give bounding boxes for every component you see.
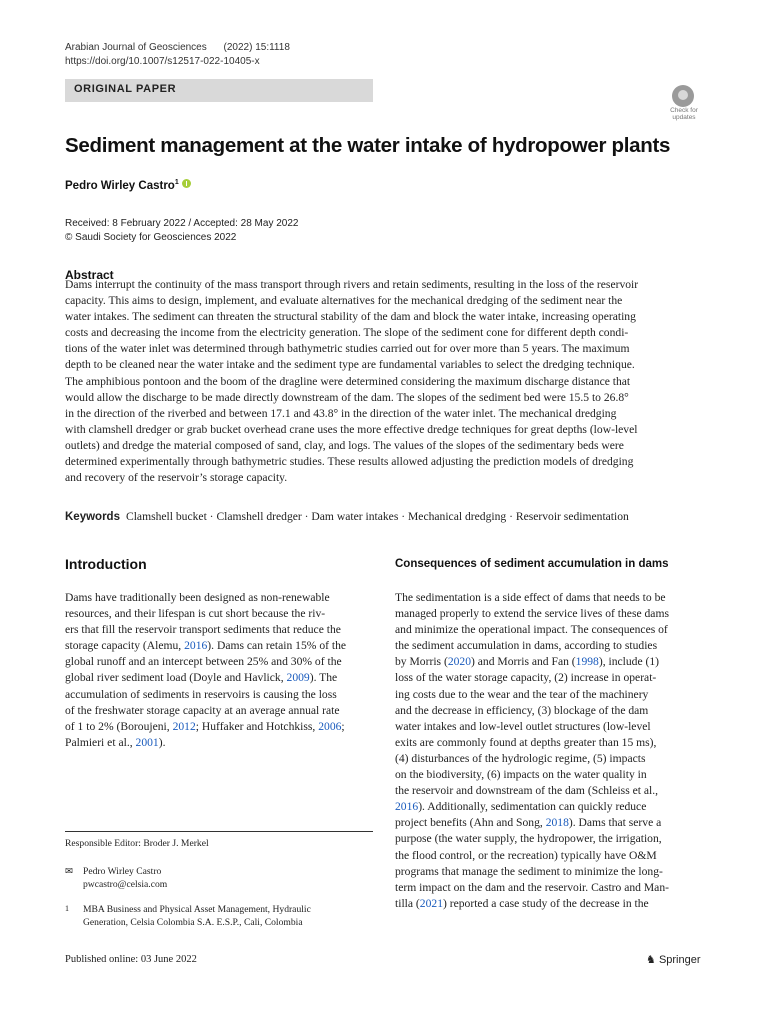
body-line: The sedimentation is a side effect of dams that needs to be (395, 591, 666, 604)
abstract-line: capacity. This aims to design, implement, and evaluate alternatives for the mechanical dredging of the sediment near the (65, 294, 623, 308)
check-updates-label: Check for updates (670, 107, 698, 121)
affiliation-number: 1 (65, 904, 69, 913)
abstract-line: outlets) and dredge the material composed of sand, clay, and logs. The values of the slopes of the sedimentary beds were (65, 438, 624, 452)
intro-line: of the freshwater storage capacity at an average annual rate (65, 703, 340, 717)
keywords-label: Keywords (65, 511, 120, 523)
copyright: © Saudi Society for Geosciences 2022 (65, 232, 237, 243)
check-for-updates-badge[interactable] (666, 85, 702, 123)
abstract-line: tions of the water inlet was determined through bathymetric studies carried out for over more than 5 years. The maximum (65, 342, 630, 356)
intro-line: accumulation of sediments in reservoirs is causing the loss (65, 687, 337, 701)
affiliation-line: MBA Business and Physical Asset Management, Hydraulic (83, 904, 311, 915)
body-line: exits are commonly found at depths greater than 15 ms), (395, 735, 657, 749)
body-line: managed properly to extend the service lives of these dams (395, 607, 669, 621)
contact-email[interactable]: pwcastro@celsia.com (83, 879, 168, 890)
introduction-body (65, 590, 373, 751)
citation-link[interactable]: 2012 (172, 719, 196, 733)
citation-link[interactable]: 2016 (184, 639, 208, 653)
abstract-heading: Abstract (65, 268, 114, 282)
consequences-heading: Consequences of sediment accumulation in dams (395, 558, 669, 570)
publisher-logo (646, 953, 701, 966)
article-type: ORIGINAL PAPER (74, 83, 177, 95)
abstract-line: water intakes. The sediment can threaten the structural stability of the dam and block the water intake, increasing operating (65, 310, 636, 324)
keywords-text: Clamshell bucket · Clamshell dredger · Dam water intakes · Mechanical dredging · Reservoir sedimentation (125, 510, 629, 523)
body-line: by Morris (2020) and Morris and Fan (1998), include (1) (395, 655, 660, 669)
article-type-band (65, 79, 373, 102)
journal-name: Arabian Journal of Geosciences (65, 42, 207, 53)
body-line: the reservoir and downstream of the dam (Schleiss et al., (395, 784, 659, 798)
mail-icon: ✉ (65, 866, 74, 877)
body-line: project benefits (Ahn and Song, 2018). Dams that serve a (395, 816, 662, 830)
keywords (65, 510, 705, 523)
body-line: loss of the water storage capacity, (2) increase in operat- (395, 671, 657, 685)
publisher-name: Springer (658, 954, 701, 966)
journal-header (65, 42, 290, 53)
journal-volume: (2022) 15:1118 (223, 42, 290, 53)
body-line: (4) disturbances of the hydrologic regime, (5) impacts (395, 751, 646, 765)
body-line: purpose (the water supply, the hydropower, the irrigation, (395, 832, 662, 846)
author-affil-marker: 1 (174, 179, 179, 187)
responsible-editor: Responsible Editor: Broder J. Merkel (65, 838, 209, 849)
body-line: and the decrease in efficiency, (3) blockage of the dam (395, 703, 649, 717)
abstract-line: in the direction of the riverbed and between 17.1 and 43.8° in the direction of the water inlet. The mechanical dredging (65, 406, 617, 420)
body-line: tilla (2021) reported a case study of the decrease in the (395, 896, 649, 910)
abstract-line: would allow the discharge to be made directly downstream of the dam. The slopes of the sediment bed were 15.5 to 26.8° (65, 390, 629, 404)
abstract-line: The amphibious pontoon and the boom of the dragline were determined considering the maximum discharge distance that (65, 374, 631, 388)
citation-link[interactable]: 2021 (419, 896, 443, 910)
intro-line: ers that fill the reservoir transport sediments that reduce the (65, 623, 341, 637)
citation-link[interactable]: 2018 (545, 816, 569, 830)
body-line: 2016). Additionally, sedimentation can quickly reduce (395, 800, 647, 814)
citation-link[interactable]: 2006 (318, 719, 342, 733)
body-line: on the biodiversity, (6) impacts on the water quality in (395, 768, 647, 782)
springer-horse-icon: ♞ (646, 954, 656, 966)
body-line: programs that manage the sediment to minimize the long- (395, 864, 663, 878)
body-line: and minimize the operational impact. The consequences of (395, 623, 668, 637)
abstract-line: Dams interrupt the continuity of the mass transport through rivers and retain sediments, resulting in the loss of the reservoir (65, 278, 639, 291)
author-name[interactable]: Pedro Wirley Castro (65, 180, 175, 192)
orcid-icon[interactable] (182, 179, 191, 188)
abstract-line: determined experimentally through bathymetric studies. These results allowed adjusting the prediction models of dredging (65, 455, 634, 469)
consequences-body (395, 590, 703, 912)
contact-name: Pedro Wirley Castro (83, 866, 162, 877)
citation-link[interactable]: 2001 (135, 735, 159, 749)
citation-link[interactable]: 2020 (447, 655, 471, 669)
body-line: the flood control, or the recreation) typically have O&M (395, 848, 657, 862)
paper-title: Sediment management at the water intake of hydropower plants (65, 134, 671, 157)
abstract-line: with clamshell dredger or grab bucket overhead crane uses the more effective dredge techniques for great depths (low-level (65, 422, 638, 436)
abstract-line: depth to be cleaned near the water intake and the sediment type are fundamental variables to select the dredging technique. (65, 358, 635, 372)
doi-link[interactable]: https://doi.org/10.1007/s12517-022-10405-x (65, 56, 260, 67)
intro-line: Dams have traditionally been designed as non-renewable (65, 591, 330, 604)
introduction-heading: Introduction (65, 556, 147, 572)
intro-line: resources, and their lifespan is cut short because the riv- (65, 607, 326, 621)
received-dates: Received: 8 February 2022 / Accepted: 28 May 2022 (65, 218, 299, 229)
intro-line: global river sediment load (Doyle and Havlick, 2009). The (65, 671, 338, 685)
body-line: water intakes and low-level outlet structures (low-level (395, 719, 651, 733)
citation-link[interactable]: 2016 (395, 800, 419, 814)
intro-line: of 1 to 2% (Boroujeni, 2012; Huffaker and Hotchkiss, 2006; (65, 719, 345, 733)
abstract-line: costs and decreasing the income from the electricity generation. The slope of the sediment cone for different depth condi- (65, 326, 629, 340)
check-updates-icon (672, 85, 694, 107)
abstract-line: and recovery of the reservoir’s storage capacity. (65, 471, 288, 485)
citation-link[interactable]: 2009 (286, 671, 310, 685)
intro-line: storage capacity (Alemu, 2016). Dams can retain 15% of the (65, 639, 347, 653)
intro-line: global runoff and an intercept between 25% and 30% of the (65, 655, 342, 669)
citation-link[interactable]: 1998 (575, 655, 599, 669)
body-line: term impact on the dam and the reservoir. Castro and Man- (395, 880, 669, 894)
published-online: Published online: 03 June 2022 (65, 954, 197, 965)
affiliation-line: Generation, Celsia Colombia S.A. E.S.P., Cali, Colombia (83, 917, 303, 928)
abstract-body (65, 277, 702, 486)
body-line: ing costs due to the wear and the tear of the machinery (395, 687, 649, 701)
intro-line: Palmieri et al., 2001). (65, 735, 166, 749)
footnote-rule (65, 831, 373, 832)
author-line (65, 179, 191, 192)
body-line: the sediment accumulation in dams, according to studies (395, 639, 658, 653)
